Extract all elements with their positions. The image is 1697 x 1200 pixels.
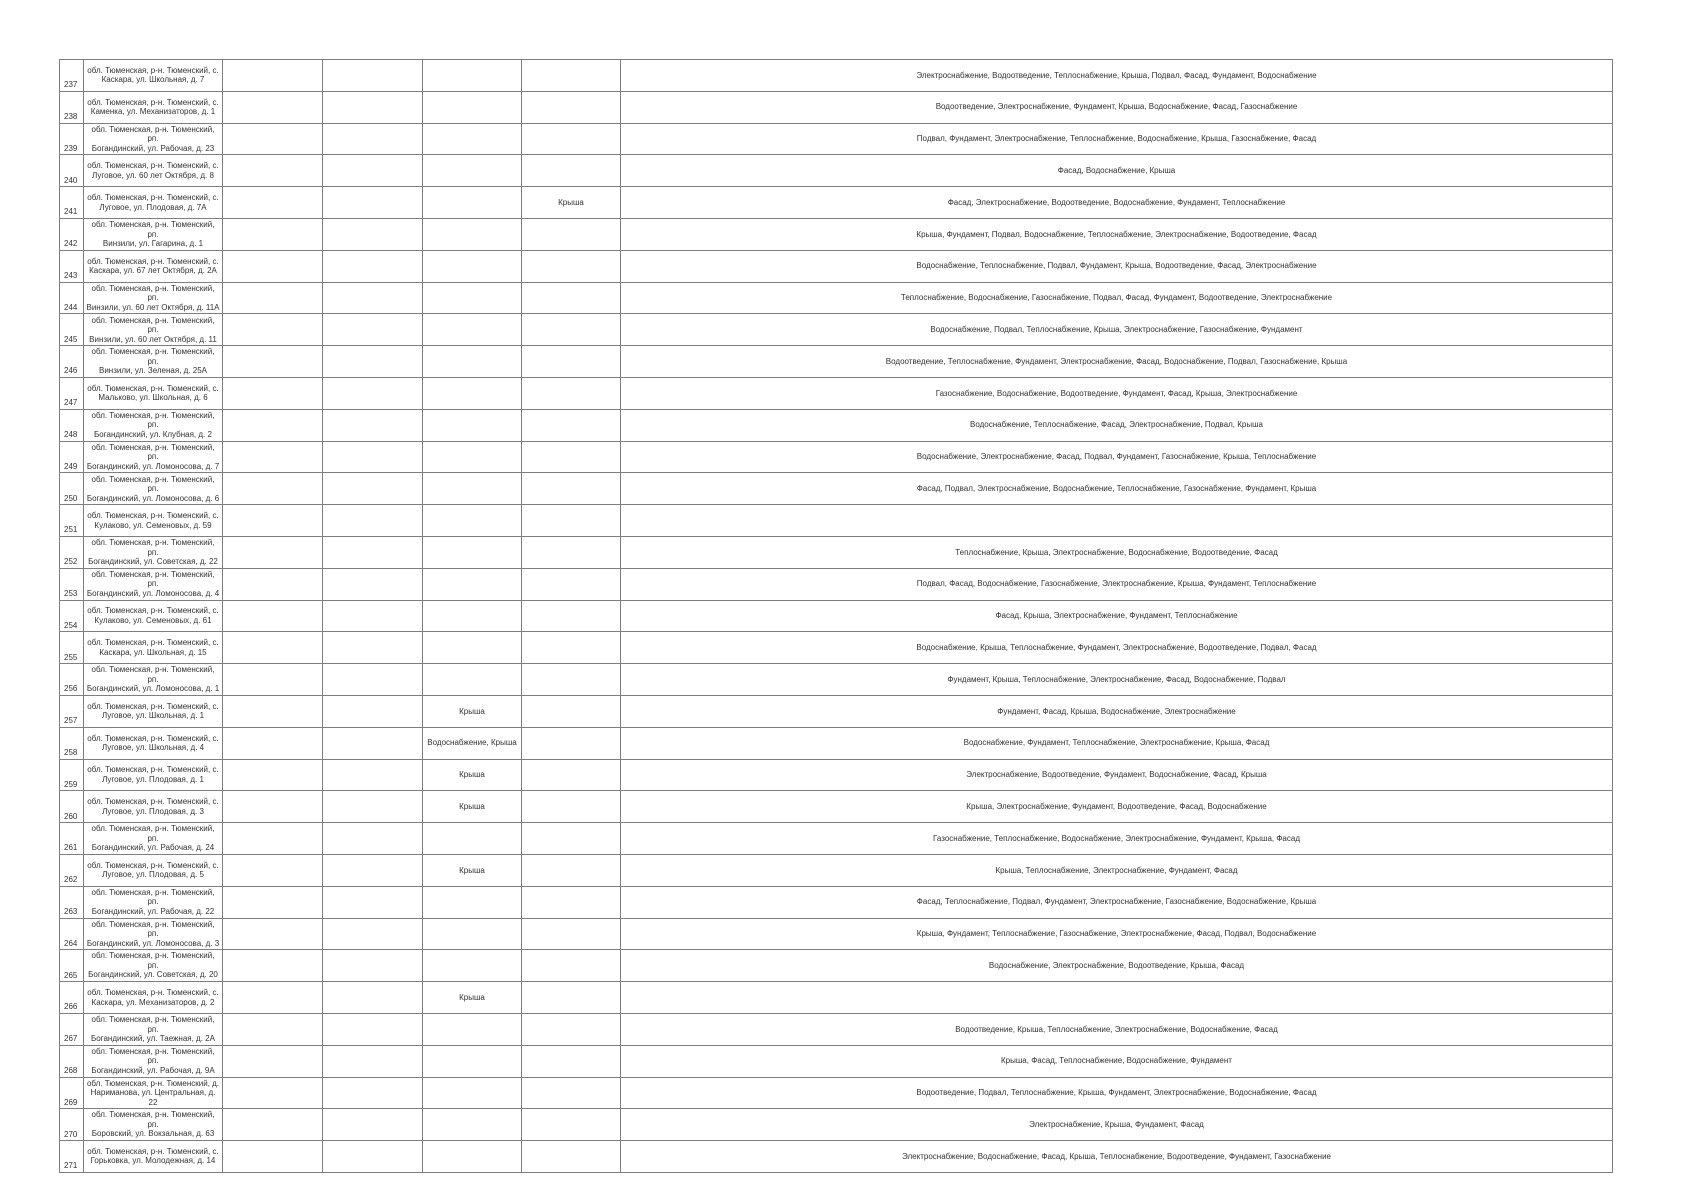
address-cell: обл. Тюменская, р-н. Тюменский, с. Каскара, ул. Школьная, д. 15 [84,632,223,664]
column-3-cell [223,250,323,282]
column-4-cell [323,950,423,982]
works-list-cell: Водоснабжение, Подвал, Теплоснабжение, Крыша, Электроснабжение, Газоснабжение, Фундамент [621,314,1613,346]
column-6-cell [522,346,621,378]
column-3-cell [223,1141,323,1173]
column-4-cell [323,409,423,441]
column-3-cell [223,314,323,346]
column-6-cell: Крыша [522,187,621,219]
column-6-cell [522,314,621,346]
address-cell: обл. Тюменская, р-н. Тюменский, с. Луговое, ул. Школьная, д. 1 [84,695,223,727]
row-number: 269 [60,1077,84,1109]
column-6-cell [522,1013,621,1045]
column-4-cell [323,1013,423,1045]
column-3-cell [223,854,323,886]
address-cell: обл. Тюменская, р-н. Тюменский, рп. Винзили, ул. 60 лет Октября, д. 11А [84,282,223,314]
address-cell: обл. Тюменская, р-н. Тюменский, рп. Винзили, ул. Гагарина, д. 1 [84,218,223,250]
column-6-cell [522,409,621,441]
column-3-cell [223,505,323,537]
column-6-cell [522,473,621,505]
table-row [60,218,1613,250]
works-list-cell: Фасад, Крыша, Электроснабжение, Фундамент, Теплоснабжение [621,600,1613,632]
column-6-cell [522,1077,621,1109]
column-4-cell [323,1077,423,1109]
row-number: 249 [60,441,84,473]
works-list-cell: Крыша, Фундамент, Теплоснабжение, Газоснабжение, Электроснабжение, Фасад, Подвал, Водоснабжение [621,918,1613,950]
column-4-cell [323,1045,423,1077]
address-cell: обл. Тюменская, р-н. Тюменский, рп. Богандинский, ул. Советская, д. 20 [84,950,223,982]
column-5-cell [423,1077,522,1109]
table-row [60,695,1613,727]
row-number: 261 [60,823,84,855]
row-number: 251 [60,505,84,537]
column-3-cell [223,377,323,409]
table-row [60,409,1613,441]
column-3-cell [223,568,323,600]
column-5-cell [423,950,522,982]
works-list-cell: Подвал, Фасад, Водоснабжение, Газоснабжение, Электроснабжение, Крыша, Фундамент, Теплоснабжение [621,568,1613,600]
address-cell: обл. Тюменская, р-н. Тюменский, с. Каскара, ул. 67 лет Октября, д. 2А [84,250,223,282]
column-3-cell [223,536,323,568]
table-row [60,918,1613,950]
works-list-cell: Фасад, Подвал, Электроснабжение, Водоснабжение, Теплоснабжение, Газоснабжение, Фундамент, Крыша [621,473,1613,505]
column-6-cell [522,854,621,886]
address-cell: обл. Тюменская, р-н. Тюменский, с. Луговое, ул. Плодовая, д. 1 [84,759,223,791]
address-cell: обл. Тюменская, р-н. Тюменский, с. Каскара, ул. Механизаторов, д. 2 [84,982,223,1014]
table-row [60,886,1613,918]
column-4-cell [323,918,423,950]
works-list-cell: Электроснабжение, Водоснабжение, Фасад, Крыша, Теплоснабжение, Водоотведение, Фундамент, Газоснабжение [621,1141,1613,1173]
address-cell: обл. Тюменская, р-н. Тюменский, рп. Богандинский, ул. Ломоносова, д. 4 [84,568,223,600]
column-5-cell [423,441,522,473]
column-4-cell [323,314,423,346]
column-6-cell [522,982,621,1014]
column-4-cell [323,473,423,505]
works-list-cell: Водоснабжение, Теплоснабжение, Подвал, Фундамент, Крыша, Водоотведение, Фасад, Электроснабжение [621,250,1613,282]
column-4-cell [323,60,423,92]
column-4-cell [323,123,423,155]
column-3-cell [223,823,323,855]
column-5-cell [423,600,522,632]
works-list-cell: Электроснабжение, Крыша, Фундамент, Фасад [621,1109,1613,1141]
column-4-cell [323,664,423,696]
column-6-cell [522,918,621,950]
column-4-cell [323,346,423,378]
column-6-cell [522,505,621,537]
column-5-cell [423,664,522,696]
column-3-cell [223,1045,323,1077]
column-3-cell [223,982,323,1014]
column-4-cell [323,823,423,855]
table-row [60,854,1613,886]
column-6-cell [522,823,621,855]
column-5-cell [423,568,522,600]
column-4-cell [323,155,423,187]
column-6-cell [522,155,621,187]
column-6-cell [522,1109,621,1141]
table-row [60,282,1613,314]
column-4-cell [323,91,423,123]
column-3-cell [223,1109,323,1141]
column-3-cell [223,409,323,441]
works-list-cell: Водоснабжение, Электроснабжение, Водоотведение, Крыша, Фасад [621,950,1613,982]
row-number: 256 [60,664,84,696]
column-6-cell [522,377,621,409]
column-6-cell [522,791,621,823]
column-3-cell [223,664,323,696]
column-5-cell [423,218,522,250]
works-list-cell: Фундамент, Крыша, Теплоснабжение, Электроснабжение, Фасад, Водоснабжение, Подвал [621,664,1613,696]
column-3-cell [223,155,323,187]
column-5-cell [423,505,522,537]
column-4-cell [323,600,423,632]
column-3-cell [223,123,323,155]
column-3-cell [223,187,323,219]
column-4-cell [323,505,423,537]
table-row [60,823,1613,855]
table-row [60,950,1613,982]
address-cell: обл. Тюменская, р-н. Тюменский, рп. Богандинский, ул. Советская, д. 22 [84,536,223,568]
works-list-cell: Водоснабжение, Фундамент, Теплоснабжение, Электроснабжение, Крыша, Фасад [621,727,1613,759]
row-number: 268 [60,1045,84,1077]
row-number: 239 [60,123,84,155]
table-row [60,91,1613,123]
column-5-cell [423,886,522,918]
column-5-cell: Крыша [423,854,522,886]
row-number: 250 [60,473,84,505]
column-3-cell [223,346,323,378]
address-cell: обл. Тюменская, р-н. Тюменский, рп. Богандинский, ул. Ломоносова, д. 7 [84,441,223,473]
column-5-cell: Крыша [423,982,522,1014]
column-6-cell [522,759,621,791]
works-list-cell: Газоснабжение, Теплоснабжение, Водоснабжение, Электроснабжение, Фундамент, Крыша, Фасад [621,823,1613,855]
table-row [60,346,1613,378]
column-5-cell [423,377,522,409]
column-6-cell [522,536,621,568]
column-4-cell [323,377,423,409]
column-6-cell [522,600,621,632]
works-list-cell: Электроснабжение, Водоотведение, Фундамент, Водоснабжение, Фасад, Крыша [621,759,1613,791]
column-4-cell [323,282,423,314]
row-number: 237 [60,60,84,92]
row-number: 259 [60,759,84,791]
address-cell: обл. Тюменская, р-н. Тюменский, д. Нариманова, ул. Центральная, д. 22 [84,1077,223,1109]
column-4-cell [323,536,423,568]
column-3-cell [223,218,323,250]
address-cell: обл. Тюменская, р-н. Тюменский, рп. Богандинский, ул. Таежная, д. 2А [84,1013,223,1045]
row-number: 243 [60,250,84,282]
address-cell: обл. Тюменская, р-н. Тюменский, рп. Богандинский, ул. Ломоносова, д. 1 [84,664,223,696]
works-list-cell: Фасад, Теплоснабжение, Подвал, Фундамент, Электроснабжение, Газоснабжение, Водоснабжение, Крыша [621,886,1613,918]
table-row [60,1013,1613,1045]
table-row [60,982,1613,1014]
row-number: 257 [60,695,84,727]
column-3-cell [223,60,323,92]
table-row [60,314,1613,346]
column-5-cell [423,823,522,855]
works-list-cell: Крыша, Электроснабжение, Фундамент, Водоотведение, Фасад, Водоснабжение [621,791,1613,823]
works-list-cell: Подвал, Фундамент, Электроснабжение, Теплоснабжение, Водоснабжение, Крыша, Газоснабжение, Фасад [621,123,1613,155]
row-number: 247 [60,377,84,409]
address-cell: обл. Тюменская, р-н. Тюменский, рп. Богандинский, ул. Ломоносова, д. 6 [84,473,223,505]
table-row [60,441,1613,473]
row-number: 242 [60,218,84,250]
table-row [60,632,1613,664]
column-3-cell [223,791,323,823]
works-list-cell: Крыша, Фасад, Теплоснабжение, Водоснабжение, Фундамент [621,1045,1613,1077]
column-3-cell [223,886,323,918]
works-list-cell: Теплоснабжение, Водоснабжение, Газоснабжение, Подвал, Фасад, Фундамент, Водоотведение, Электроснабжение [621,282,1613,314]
works-list-cell: Фасад, Электроснабжение, Водоотведение, Водоснабжение, Фундамент, Теплоснабжение [621,187,1613,219]
column-4-cell [323,250,423,282]
column-4-cell [323,441,423,473]
address-cell: обл. Тюменская, р-н. Тюменский, рп. Винзили, ул. Зеленая, д. 25А [84,346,223,378]
column-5-cell: Крыша [423,695,522,727]
column-5-cell [423,409,522,441]
column-3-cell [223,282,323,314]
address-cell: обл. Тюменская, р-н. Тюменский, рп. Богандинский, ул. Клубная, д. 2 [84,409,223,441]
column-4-cell [323,187,423,219]
column-6-cell [522,250,621,282]
table-row [60,600,1613,632]
column-3-cell [223,950,323,982]
address-cell: обл. Тюменская, р-н. Тюменский, рп. Богандинский, ул. Рабочая, д. 23 [84,123,223,155]
table-body [60,60,1613,1173]
works-list-cell: Фундамент, Фасад, Крыша, Водоснабжение, Электроснабжение [621,695,1613,727]
column-5-cell [423,473,522,505]
row-number: 246 [60,346,84,378]
table-row [60,791,1613,823]
table-row [60,1109,1613,1141]
column-3-cell [223,473,323,505]
column-4-cell [323,727,423,759]
row-number: 271 [60,1141,84,1173]
column-5-cell [423,1141,522,1173]
works-list-cell: Водоснабжение, Крыша, Теплоснабжение, Фундамент, Электроснабжение, Водоотведение, Подвал, Фасад [621,632,1613,664]
table-row [60,1141,1613,1173]
row-number: 260 [60,791,84,823]
column-6-cell [522,1045,621,1077]
column-3-cell [223,727,323,759]
column-3-cell [223,600,323,632]
column-5-cell: Крыша [423,759,522,791]
address-cell: обл. Тюменская, р-н. Тюменский, рп. Богандинский, ул. Рабочая, д. 24 [84,823,223,855]
address-cell: обл. Тюменская, р-н. Тюменский, с. Горьковка, ул. Молодежная, д. 14 [84,1141,223,1173]
table-row [60,727,1613,759]
column-5-cell [423,632,522,664]
works-list-cell: Крыша, Теплоснабжение, Электроснабжение, Фундамент, Фасад [621,854,1613,886]
address-cell: обл. Тюменская, р-н. Тюменский, с. Каменка, ул. Механизаторов, д. 1 [84,91,223,123]
column-5-cell [423,155,522,187]
table-row [60,377,1613,409]
address-cell: обл. Тюменская, р-н. Тюменский, рп. Богандинский, ул. Рабочая, д. 9А [84,1045,223,1077]
row-number: 255 [60,632,84,664]
table-row [60,123,1613,155]
column-3-cell [223,632,323,664]
column-4-cell [323,568,423,600]
column-6-cell [522,568,621,600]
column-5-cell [423,60,522,92]
column-4-cell [323,759,423,791]
column-5-cell [423,346,522,378]
column-5-cell: Водоснабжение, Крыша [423,727,522,759]
address-cell: обл. Тюменская, р-н. Тюменский, с. Кулаково, ул. Семеновых, д. 59 [84,505,223,537]
column-4-cell [323,1109,423,1141]
column-6-cell [522,950,621,982]
column-4-cell [323,1141,423,1173]
table-row [60,250,1613,282]
table-row [60,60,1613,92]
column-6-cell [522,632,621,664]
column-4-cell [323,695,423,727]
table-row [60,568,1613,600]
column-5-cell: Крыша [423,791,522,823]
row-number: 245 [60,314,84,346]
column-4-cell [323,791,423,823]
column-5-cell [423,918,522,950]
table-row [60,536,1613,568]
column-4-cell [323,854,423,886]
works-list-cell: Водоотведение, Электроснабжение, Фундамент, Крыша, Водоснабжение, Фасад, Газоснабжение [621,91,1613,123]
column-3-cell [223,91,323,123]
column-4-cell [323,632,423,664]
column-4-cell [323,982,423,1014]
column-3-cell [223,441,323,473]
row-number: 267 [60,1013,84,1045]
table-row [60,187,1613,219]
row-number: 263 [60,886,84,918]
row-number: 252 [60,536,84,568]
address-cell: обл. Тюменская, р-н. Тюменский, с. Кулаково, ул. Семеновых, д. 61 [84,600,223,632]
column-6-cell [522,886,621,918]
works-list-cell: Газоснабжение, Водоснабжение, Водоотведение, Фундамент, Фасад, Крыша, Электроснабжение [621,377,1613,409]
address-cell: обл. Тюменская, р-н. Тюменский, с. Луговое, ул. Плодовая, д. 3 [84,791,223,823]
row-number: 258 [60,727,84,759]
row-number: 240 [60,155,84,187]
table-row [60,1077,1613,1109]
column-6-cell [522,218,621,250]
row-number: 254 [60,600,84,632]
address-cell: обл. Тюменская, р-н. Тюменский, рп. Богандинский, ул. Рабочая, д. 22 [84,886,223,918]
column-5-cell [423,1045,522,1077]
row-number: 244 [60,282,84,314]
row-number: 270 [60,1109,84,1141]
column-4-cell [323,886,423,918]
column-5-cell [423,123,522,155]
column-6-cell [522,282,621,314]
column-6-cell [522,664,621,696]
table-row [60,155,1613,187]
address-cell: обл. Тюменская, р-н. Тюменский, с. Луговое, ул. Плодовая, д. 7А [84,187,223,219]
address-cell: обл. Тюменская, р-н. Тюменский, с. Луговое, ул. Школьная, д. 4 [84,727,223,759]
works-list-cell: Крыша, Фундамент, Подвал, Водоснабжение, Теплоснабжение, Электроснабжение, Водоотведение, Фасад [621,218,1613,250]
address-cell: обл. Тюменская, р-н. Тюменский, рп. Боровский, ул. Вокзальная, д. 63 [84,1109,223,1141]
column-6-cell [522,441,621,473]
row-number: 265 [60,950,84,982]
address-cell: обл. Тюменская, р-н. Тюменский, с. Мальково, ул. Школьная, д. 6 [84,377,223,409]
column-6-cell [522,91,621,123]
column-3-cell [223,695,323,727]
column-6-cell [522,123,621,155]
works-list-cell: Теплоснабжение, Крыша, Электроснабжение, Водоснабжение, Водоотведение, Фасад [621,536,1613,568]
column-6-cell [522,727,621,759]
works-list-cell: Водоотведение, Подвал, Теплоснабжение, Крыша, Фундамент, Электроснабжение, Водоснабжение, Фасад [621,1077,1613,1109]
works-list-cell: Водоснабжение, Теплоснабжение, Фасад, Электроснабжение, Подвал, Крыша [621,409,1613,441]
works-list-cell: Фасад, Водоснабжение, Крыша [621,155,1613,187]
row-number: 238 [60,91,84,123]
column-6-cell [522,60,621,92]
row-number: 253 [60,568,84,600]
column-5-cell [423,282,522,314]
address-cell: обл. Тюменская, р-н. Тюменский, с. Каскара, ул. Школьная, д. 7 [84,60,223,92]
works-list-cell: Водоотведение, Крыша, Теплоснабжение, Электроснабжение, Водоснабжение, Фасад [621,1013,1613,1045]
works-list-cell: Водоснабжение, Электроснабжение, Фасад, Подвал, Фундамент, Газоснабжение, Крыша, Теплоснабжение [621,441,1613,473]
table-row [60,664,1613,696]
works-list-cell [621,982,1613,1014]
address-cell: обл. Тюменская, р-н. Тюменский, с. Луговое, ул. Плодовая, д. 5 [84,854,223,886]
column-3-cell [223,1077,323,1109]
column-5-cell [423,91,522,123]
row-number: 266 [60,982,84,1014]
column-3-cell [223,918,323,950]
address-cell: обл. Тюменская, р-н. Тюменский, рп. Богандинский, ул. Ломоносова, д. 3 [84,918,223,950]
column-5-cell [423,250,522,282]
column-5-cell [423,536,522,568]
table-row [60,759,1613,791]
works-list-cell: Водоотведение, Теплоснабжение, Фундамент, Электроснабжение, Фасад, Водоснабжение, Подвал, Газоснабжение, Крыша [621,346,1613,378]
table-row [60,473,1613,505]
table-row [60,1045,1613,1077]
column-5-cell [423,1013,522,1045]
row-number: 262 [60,854,84,886]
column-3-cell [223,759,323,791]
register-table [59,59,1613,1173]
column-5-cell [423,187,522,219]
address-cell: обл. Тюменская, р-н. Тюменский, с. Луговое, ул. 60 лет Октября, д. 8 [84,155,223,187]
works-list-cell [621,505,1613,537]
row-number: 248 [60,409,84,441]
row-number: 241 [60,187,84,219]
column-3-cell [223,1013,323,1045]
address-cell: обл. Тюменская, р-н. Тюменский, рп. Винзили, ул. 60 лет Октября, д. 11 [84,314,223,346]
column-5-cell [423,314,522,346]
column-6-cell [522,695,621,727]
table-row [60,505,1613,537]
column-6-cell [522,1141,621,1173]
row-number: 264 [60,918,84,950]
column-5-cell [423,1109,522,1141]
column-4-cell [323,218,423,250]
works-list-cell: Электроснабжение, Водоотведение, Теплоснабжение, Крыша, Подвал, Фасад, Фундамент, Водоснабжение [621,60,1613,92]
